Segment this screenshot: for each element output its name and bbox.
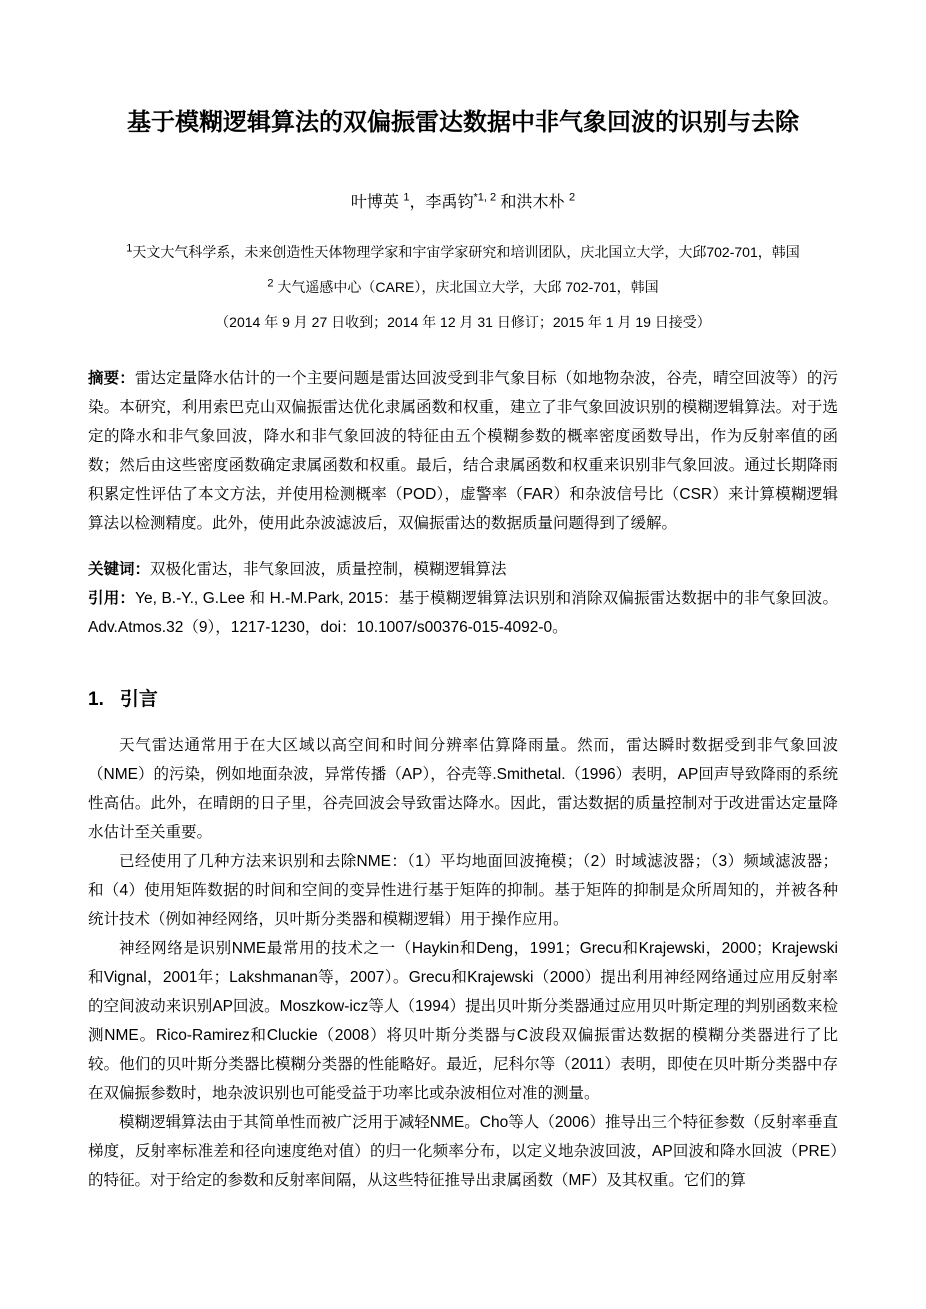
abstract-text: 雷达定量降水估计的一个主要问题是雷达回波受到非气象目标（如地物杂波，谷壳，晴空回波等）的污染。本研究，利用索巴克山双偏振雷达优化隶属函数和权重，建立了非气象回波识别的模糊逻辑算法。对于选定的降水和非气象回波，降水和非气象回波的特征由五个模糊参数的概率密度函数导出，作为反射率值的函数；然后由这些密度函数确定隶属函数和权重。最后，结合隶属函数和权重来识别非气象回波。通过长期降雨积累定性评估了本文方法，并使用检测概率（POD），虚警率（FAR）和杂波信号比（CSR）来计算模糊逻辑算法以检测精度。此外，使用此杂波滤波后，双偏振雷达的数据质量问题得到了缓解。 [88,370,838,532]
author-affiliation-marker-3: 2 [569,191,576,204]
affiliation-2 [88,277,838,297]
author-name-1: 叶博英 [350,194,404,211]
abstract-label: 摘要： [88,370,135,387]
authors-line [88,189,838,212]
citation-paragraph [88,584,838,642]
paper-title: 基于模糊逻辑算法的双偏振雷达数据中非气象回波的识别与去除 [127,109,799,136]
citation-text: Ye, B.-Y., G.Lee 和 H.-M.Park, 2015：基于模糊逻辑算法识别和消除双偏振雷达数据中的非气象回波。Adv.Atmos.32（9），1217-1230，doi：10.1007/s00376-015-4092-0。 [88,590,838,636]
author-affiliation-marker-2: *1, 2 [473,191,497,204]
section-1-heading [88,684,838,711]
citation-label: 引用： [88,590,136,607]
body-paragraph-2: 已经使用了几种方法来识别和去除NME：（1）平均地面回波掩模；（2）时域滤波器；（3）频域滤波器；和（4）使用矩阵数据的时间和空间的变异性进行基于矩阵的抑制。基于矩阵的抑制是众所周知的，并被各种统计技术（例如神经网络，贝叶斯分类器和模糊逻辑）用于操作应用。 [88,853,838,928]
keywords-label: 关键词： [88,561,151,578]
abstract-paragraph [88,364,838,538]
author-name-2: ，李禹钧 [409,194,474,211]
keywords-line [88,555,838,584]
affiliation-2-marker: 2 [267,277,274,290]
affiliation-1-marker: 1 [126,242,133,255]
section-1-title: 引言 [119,689,158,710]
keywords-text: 双极化雷达，非气象回波，质量控制，模糊逻辑算法 [150,561,507,578]
affiliation-1 [88,242,838,262]
affiliation-2-text: 大气遥感中心（CARE），庆北国立大学，大邱 702-701，韩国 [273,279,659,295]
author-affiliation-marker-1: 1 [403,191,410,204]
body-paragraph-1: 天气雷达通常用于在大区域以高空间和时间分辨率估算降雨量。然而，雷达瞬时数据受到非气象回波（NME）的污染，例如地面杂波，异常传播（AP），谷壳等.Smithetal.（1996）表明，AP回声导致降雨的系统性高估。此外，在晴朗的日子里，谷壳回波会导致雷达降水。因此，雷达数据的质量控制对于改进雷达定量降水估计至关重要。 [88,737,838,841]
author-name-3: 和洪木朴 [496,194,569,211]
body-paragraph-3: 神经网络是识别NME最常用的技术之一（Haykin和Deng，1991；Grecu和Krajewski，2000；Krajewski和Vignal，2001年；Lakshmanan等，2007）。Grecu和Krajewski（2000）提出利用神经网络通过应用反射率的空间波动来识别AP回波。Moszkow-icz等人（1994）提出贝叶斯分类器通过应用贝叶斯定理的判别函数来检测NME。Rico-Ramirez和Cluckie（2008）将贝叶斯分类器与C波段双偏振雷达数据的模糊分类器进行了比较。他们的贝叶斯分类器比模糊分类器的性能略好。最近，尼科尔等（2011）表明，即使在贝叶斯分类器中存在双偏振参数时，地杂波识别也可能受益于功率比或杂波相位对准的测量。 [88,940,838,1102]
manuscript-dates: （2014 年 9 月 27 日收到；2014 年 12 月 31 日修订；2015 年 1 月 19 日接受） [215,314,711,330]
affiliation-1-text: 天文大气科学系，未来创造性天体物理学家和宇宙学家研究和培训团队，庆北国立大学，大邱702-701，韩国 [132,244,800,260]
section-1-number: 1. [88,689,104,710]
body-paragraph-4: 模糊逻辑算法由于其简单性而被广泛用于减轻NME。Cho等人（2006）推导出三个特征参数（反射率垂直梯度，反射率标准差和径向速度绝对值）的归一化频率分布，以定义地杂波回波，AP回波和降水回波（PRE）的特征。对于给定的参数和反射率间隔，从这些特征推导出隶属函数（MF）及其权重。它们的算 [88,1114,838,1189]
